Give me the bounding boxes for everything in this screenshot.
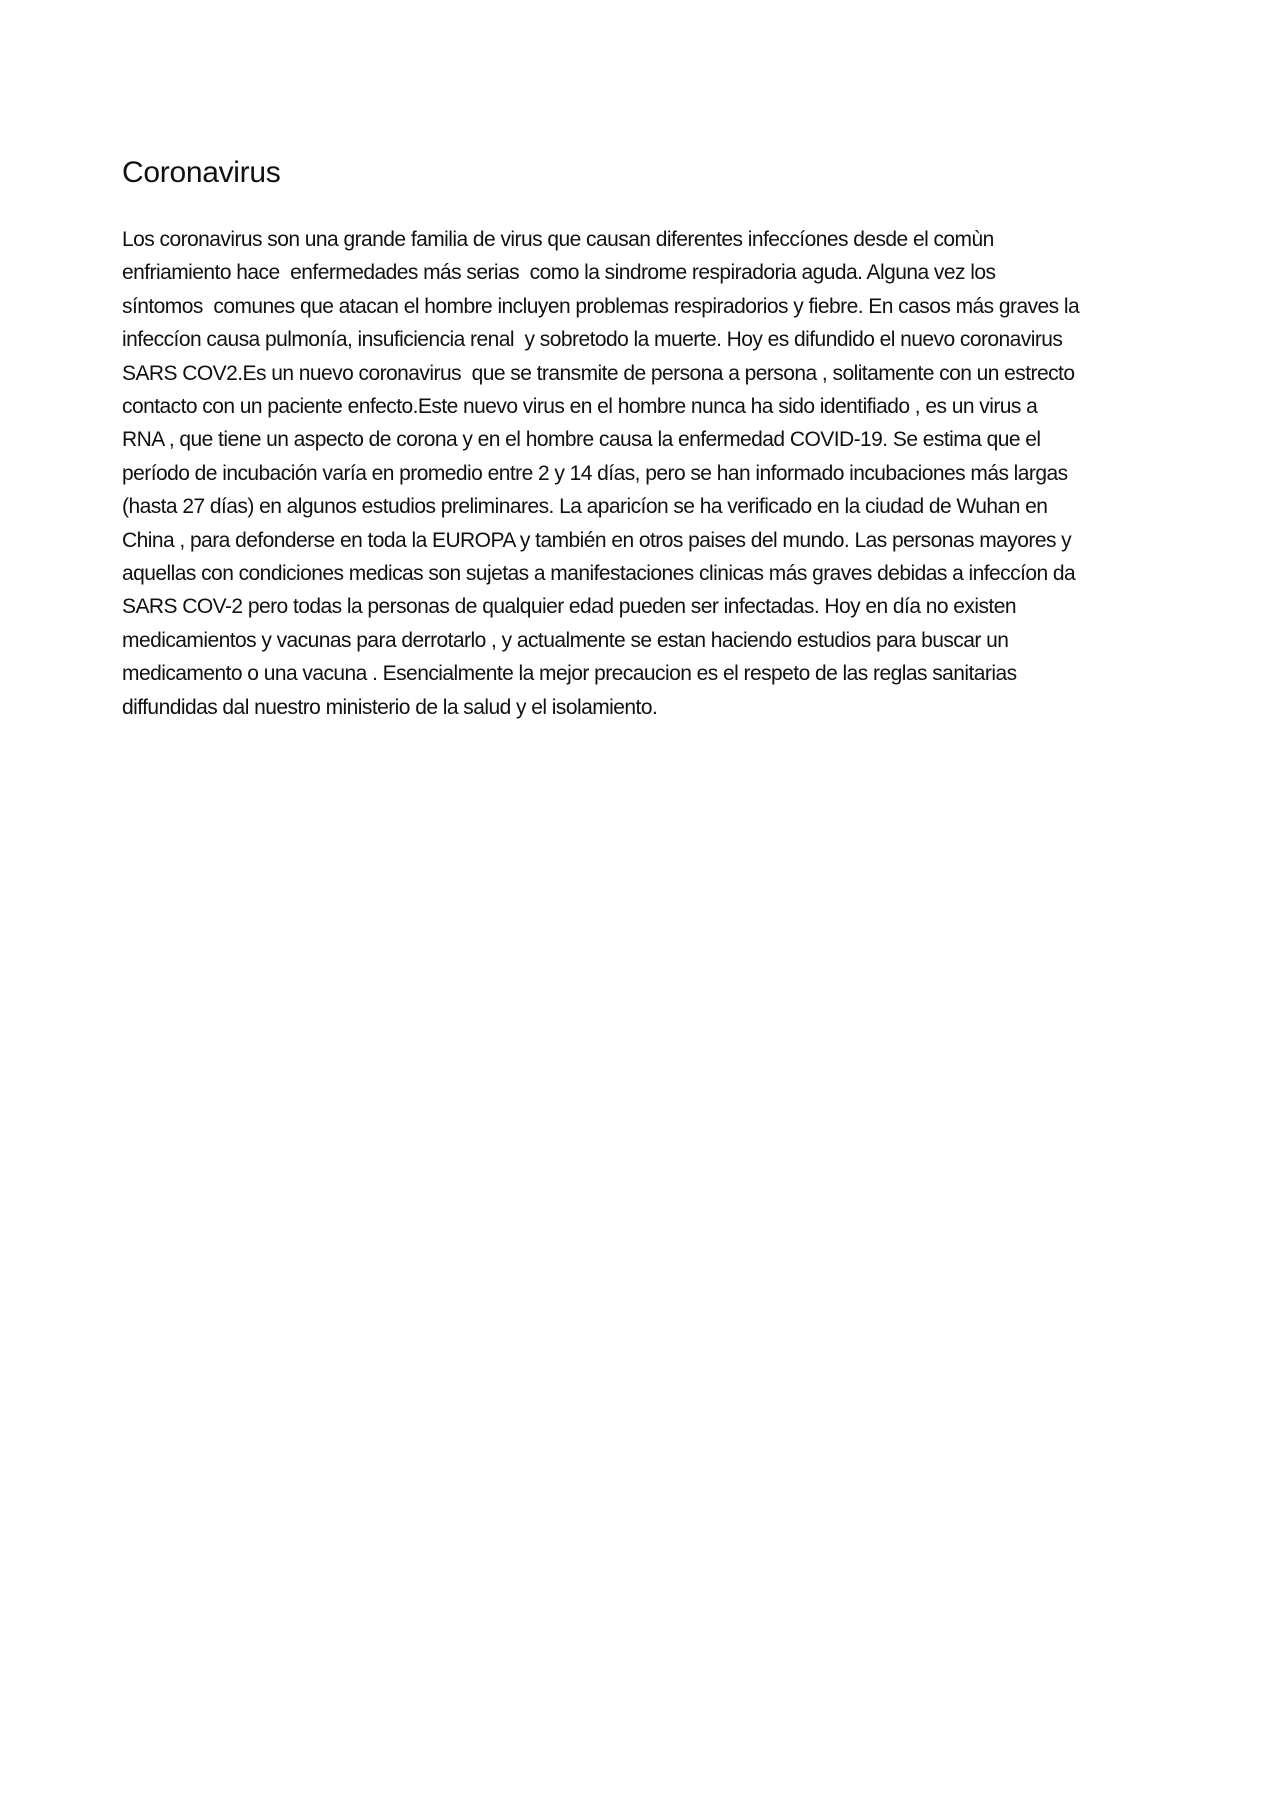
paragraph-line: SARS COV-2 pero todas la personas de qualquier edad pueden ser infectadas. Hoy en día no existen (122, 595, 1016, 619)
paragraph-line: Los coronavirus son una grande familia de virus que causan diferentes infeccíones desde el comùn (122, 228, 994, 251)
paragraph-line: SARS COV2.Es un nuevo coronavirus que se transmite de persona a persona , solitamente con un estrecto (122, 361, 1075, 385)
paragraph-line: RNA , que tiene un aspecto de corona y en el hombre causa la enfermedad COVID-19. Se estima que el (122, 428, 1041, 452)
paragraph-line: medicamento o una vacuna . Esencialmente la mejor precaucion es el respeto de las reglas sanitarias (122, 662, 1017, 686)
document-title: Coronavirus (122, 156, 281, 189)
paragraph-line: medicamientos y vacunas para derrotarlo , y actualmente se estan haciendo estudios para buscar un (122, 628, 1009, 652)
paragraph-line: contacto con un paciente enfecto.Este nuevo virus en el hombre nunca ha sido identifiado , es un virus a (122, 395, 1038, 419)
paragraph-line: (hasta 27 días) en algunos estudios preliminares. La aparicíon se ha verificado en la ciudad de Wuhan en (122, 495, 1048, 519)
paragraph-line: enfriamiento hace enfermedades más serias como la sindrome respiradoria aguda. Alguna vez los (122, 261, 996, 285)
paragraph-line: aquellas con condiciones medicas son sujetas a manifestaciones clinicas más graves debidas a infeccíon da (122, 562, 1076, 586)
paragraph-line: diffundidas dal nuestro ministerio de la salud y el isolamiento. (122, 695, 658, 719)
document-paragraph (122, 223, 1079, 724)
paragraph-line: China , para defonderse en toda la EUROPA y también en otros paises del mundo. Las personas mayores y (122, 528, 1072, 552)
paragraph-line: síntomos comunes que atacan el hombre incluyen problemas respiradorios y fiebre. En casos más graves la (122, 294, 1080, 318)
paragraph-line: período de incubación varía en promedio entre 2 y 14 días, pero se han informado incubaciones más largas (122, 461, 1068, 485)
paragraph-line: infeccíon causa pulmonía, insuficiencia renal y sobretodo la muerte. Hoy es difundido el nuevo coronavirus (122, 328, 1063, 352)
